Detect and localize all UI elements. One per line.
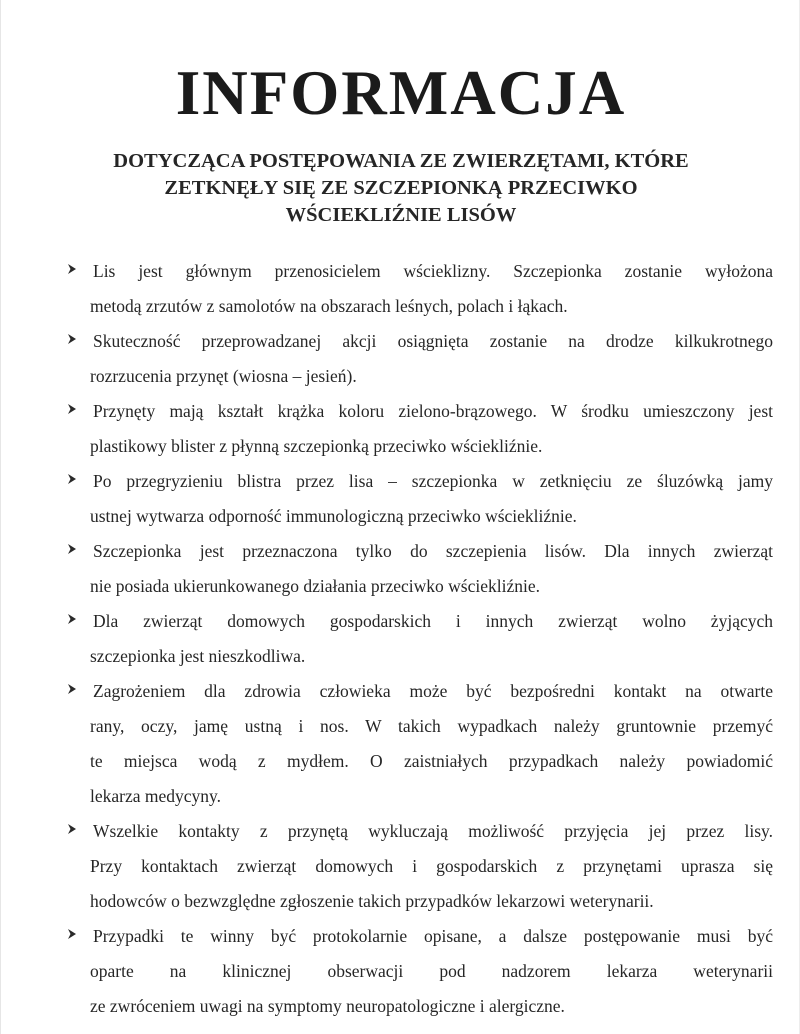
list-item xyxy=(61,919,773,1024)
list-item-line: Zagrożeniem dla zdrowia człowieka może być bezpośredni kontakt na otwarte xyxy=(93,681,773,701)
arrow-bullet-icon xyxy=(65,610,79,628)
list-item xyxy=(61,394,773,464)
list-item-line: Dla zwierząt domowych gospodarskich i innych zwierząt wolno żyjących xyxy=(93,611,773,631)
list-item-line: ze zwróceniem uwagi na symptomy neuropatologiczne i alergiczne. xyxy=(90,996,565,1016)
list-item xyxy=(61,604,773,674)
arrow-bullet-icon xyxy=(65,925,79,943)
list-item xyxy=(61,534,773,604)
information-list xyxy=(61,254,773,1024)
list-item-line: hodowców o bezwzględne zgłoszenie takich przypadków lekarzowi weterynarii. xyxy=(90,891,654,911)
arrow-bullet-icon xyxy=(65,260,79,278)
document-subtitle xyxy=(81,148,721,229)
list-item-line: nie posiada ukierunkowanego działania przeciwko wściekliźnie. xyxy=(90,576,540,596)
list-item xyxy=(61,814,773,919)
list-item xyxy=(61,324,773,394)
list-item-line: lekarza medycyny. xyxy=(90,786,222,806)
list-item xyxy=(61,254,773,324)
arrow-bullet-icon xyxy=(65,680,79,698)
list-item-line: metodą zrzutów z samolotów na obszarach leśnych, polach i łąkach. xyxy=(90,296,568,316)
arrow-bullet-icon xyxy=(65,540,79,558)
list-item-line: Skuteczność przeprowadzanej akcji osiągnięta zostanie na drodze kilkukrotnego xyxy=(93,331,773,351)
list-item-line: Lis jest głównym przenosicielem wścieklizny. Szczepionka zostanie wyłożona xyxy=(93,261,773,281)
arrow-bullet-icon xyxy=(65,400,79,418)
arrow-bullet-icon xyxy=(65,820,79,838)
list-item-line: Wszelkie kontakty z przynętą wykluczają możliwość przyjęcia jej przez lisy. xyxy=(93,821,773,841)
subtitle-line: WŚCIEKLIŹNIE LISÓW xyxy=(285,204,517,226)
list-item xyxy=(61,674,773,814)
list-item-line: Przynęty mają kształt krążka koloru zielono-brązowego. W środku umieszczony jest xyxy=(93,401,773,421)
list-item-line: plastikowy blister z płynną szczepionką przeciwko wściekliźnie. xyxy=(90,436,543,456)
list-item-line: te miejsca wodą z mydłem. O zaistniałych przypadkach należy powiadomić xyxy=(90,751,773,771)
list-item-line: Po przegryzieniu blistra przez lisa – szczepionka w zetknięciu ze śluzówką jamy xyxy=(93,471,773,491)
list-item-line: szczepionka jest nieszkodliwa. xyxy=(90,646,306,666)
list-item-line: rany, oczy, jamę ustną i nos. W takich wypadkach należy gruntownie przemyć xyxy=(90,716,773,736)
list-item-line: rozrzucenia przynęt (wiosna – jesień). xyxy=(90,366,357,386)
arrow-bullet-icon xyxy=(65,330,79,348)
arrow-bullet-icon xyxy=(65,470,79,488)
list-item-line: oparte na klinicznej obserwacji pod nadzorem lekarza weterynarii xyxy=(90,961,773,981)
list-item-line: Przy kontaktach zwierząt domowych i gospodarskich z przynętami uprasza się xyxy=(90,856,773,876)
list-item xyxy=(61,464,773,534)
subtitle-line: DOTYCZĄCA POSTĘPOWANIA ZE ZWIERZĘTAMI, KTÓRE xyxy=(113,150,689,172)
list-item-line: Przypadki te winny być protokolarnie opisane, a dalsze postępowanie musi być xyxy=(93,926,773,946)
list-item-line: ustnej wytwarza odporność immunologiczną przeciwko wściekliźnie. xyxy=(90,506,577,526)
page-title: INFORMACJA xyxy=(175,58,627,128)
subtitle-line: ZETKNĘŁY SIĘ ZE SZCZEPIONKĄ PRZECIWKO xyxy=(164,177,638,199)
list-item-line: Szczepionka jest przeznaczona tylko do szczepienia lisów. Dla innych zwierząt xyxy=(93,541,773,561)
